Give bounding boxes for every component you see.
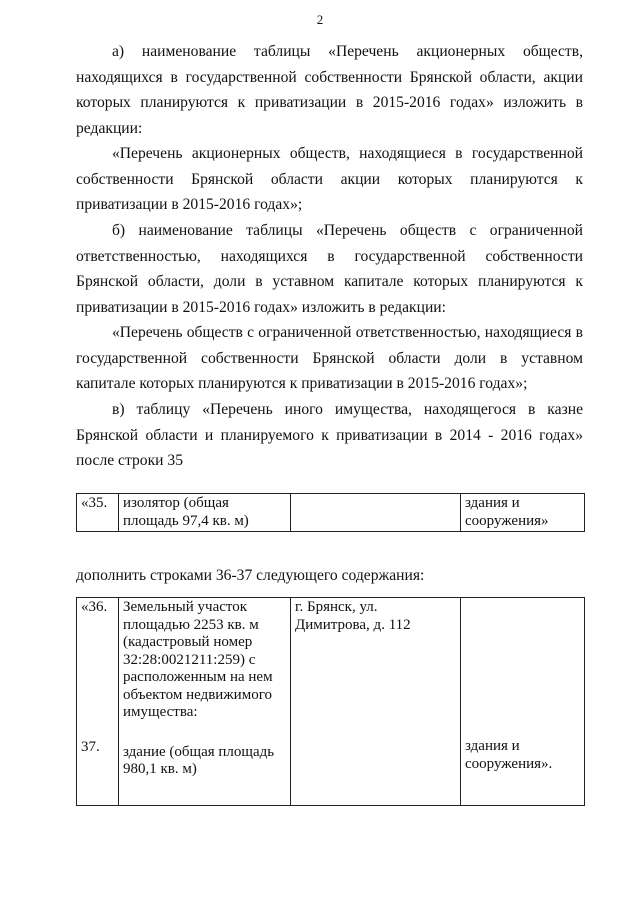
object-types-cell [461,598,585,806]
paragraph-a-quote: «Перечень акционерных обществ, находящиеся в государственной собственности Брянской области акции которых планируются к приватизации в 2015-2016 годах»; [76,145,583,213]
table-rows-36-37 [76,597,585,806]
object-name-36: Земельный участок площадью 2253 кв. м (кадастровый номер 32:28:0021211:259) с расположенным на нем объектом недвижимого имущества: [123,599,273,720]
table-row [77,494,585,532]
paragraph-a: а) наименование таблицы «Перечень акционерных обществ, находящихся в государственной собственности Брянской области, акции которых планируются к приватизации в 2015-2016 годах» изложить в редакции: [76,43,583,137]
paragraph-add: дополнить строками 36-37 следующего содержания: [76,567,425,584]
object-address-cell [291,598,461,806]
row-number: «35. [77,494,119,532]
object-names-cell [119,598,291,806]
object-address-36: г. Брянск, ул. Димитрова, д. 112 [295,599,411,633]
row-numbers-cell [77,598,119,806]
paragraph-b: б) наименование таблицы «Перечень обществ с ограниченной ответственностью, находящихся в государственной собственности Брянской области, доли в уставном капитале которых планируются к приватизации в 2015-2016 годах» изложить в редакции: [76,222,583,316]
row-number-36: «36. [81,599,108,615]
paragraph-b-quote: «Перечень обществ с ограниченной ответственностью, находящиеся в государственной собственности Брянской области доли в уставном капитале которых планируются к приватизации в 2015-2016 годах»; [76,324,583,392]
row-number-37: 37. [81,738,100,755]
page-number: 2 [316,12,324,27]
table-row-35 [76,493,585,532]
table-row [77,598,585,806]
object-name: изолятор (общая площадь 97,4 кв. м) [119,494,291,532]
object-type-37: здания и сооружения». [465,738,553,772]
object-type: здания и сооружения» [461,494,585,532]
paragraph-c: в) таблицу «Перечень иного имущества, находящегося в казне Брянской области и планируемого к приватизации в 2014 - 2016 годах» после строки 35 [76,401,583,469]
object-name-37: здание (общая площадь 980,1 кв. м) [123,743,275,777]
object-address [291,494,461,532]
